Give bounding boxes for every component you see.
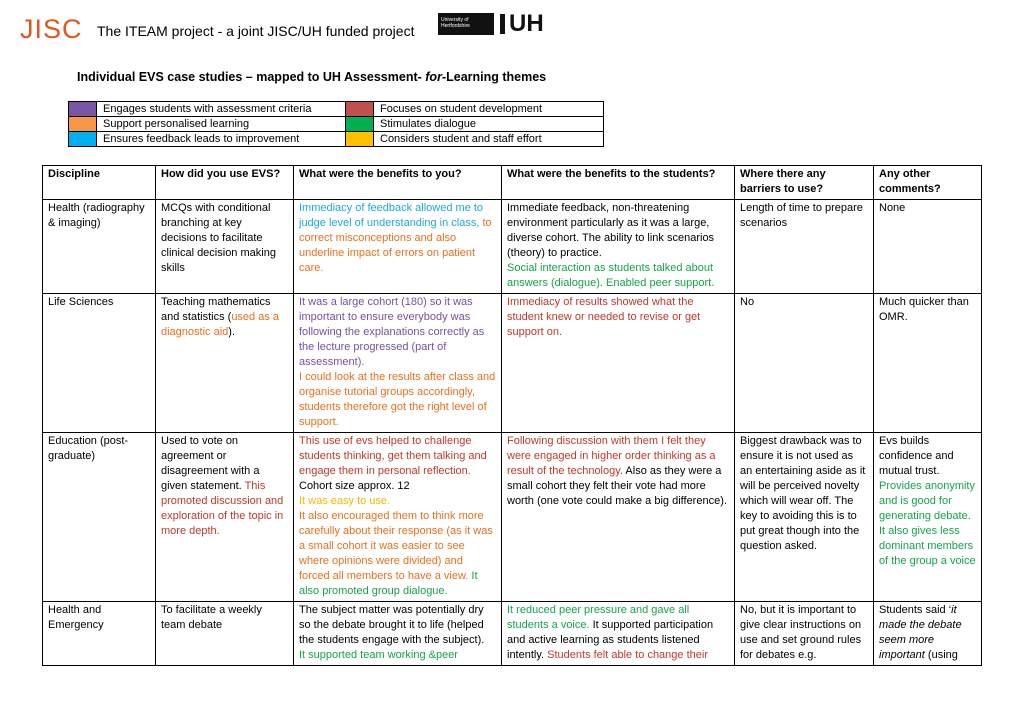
text-segment: It also encouraged them to think more carefully about their response (as it was a small cohort it was easier to see where opinions were divided) and forced all members to have a view.: [299, 510, 493, 582]
legend-label: Engages students with assessment criteria: [97, 102, 346, 117]
legend-label: Stimulates dialogue: [374, 117, 604, 132]
text-segment: Evs builds confidence and mutual trust.: [879, 435, 954, 477]
text-segment: Immediate feedback, non-threatening environment particularly as it was a large, diverse cohort. The ability to link scenarios (theory) to practice.: [507, 202, 715, 259]
text-segment: it made the debate seem more important: [879, 604, 962, 661]
text-segment: Also as they were a small cohort they felt their vote had more worth (one vote could make a big difference).: [507, 465, 727, 507]
cell-comments: None: [874, 200, 982, 294]
cell-discipline: Health (radiography & imaging): [43, 200, 156, 294]
text-segment: Teaching mathematics and statistics (: [161, 296, 271, 323]
text-segment: Cohort size approx. 12: [299, 480, 410, 492]
text-segment: Students said ‘: [879, 604, 952, 616]
text-segment: Immediacy of results showed what the student knew or needed to revise or get support on.: [507, 296, 701, 338]
text-segment: used as a diagnostic aid: [161, 311, 280, 338]
cell-how: MCQs with conditional branching at key decisions to facilitate clinical decision making skills: [156, 200, 294, 294]
theme-legend: [68, 101, 604, 147]
cell-benefits-you: [294, 200, 502, 294]
uh-logo-bar: [500, 14, 505, 34]
uh-logo-text-1: University of: [441, 17, 469, 23]
text-segment: It also promoted group dialogue.: [299, 570, 478, 597]
text-segment: ).: [228, 326, 236, 338]
legend-label: Ensures feedback leads to improvement: [97, 132, 346, 147]
column-header: How did you use EVS?: [156, 166, 294, 200]
text-segment: Students felt able to change their: [544, 649, 708, 661]
column-header: Where there any barriers to use?: [735, 166, 874, 200]
text-segment: This use of evs helped to challenge students thinking, get them talking and engage them in personal reflection.: [299, 435, 487, 477]
column-header: What were the benefits to you?: [294, 166, 502, 200]
text-segment: (using: [924, 649, 958, 661]
legend-label: Support personalised learning: [97, 117, 346, 132]
page-subtitle: [77, 70, 546, 84]
uh-logo: [438, 10, 544, 37]
table-row: [43, 602, 982, 666]
cell-discipline: Education (post-graduate): [43, 433, 156, 602]
table-row: [43, 433, 982, 602]
table-header-row: [43, 166, 982, 200]
text-segment: It was easy to use.: [299, 495, 391, 507]
header-title: The ITEAM project - a joint JISC/UH funded project: [97, 23, 415, 39]
legend-swatch-red: [346, 102, 374, 117]
text-segment: It supported participation and active learning as students listened intently.: [507, 619, 714, 661]
page-header: [0, 0, 1024, 60]
cell-barriers: Length of time to prepare scenarios: [735, 200, 874, 294]
cell-barriers: No: [735, 294, 874, 433]
text-segment: It reduced peer pressure and gave all students a voice.: [507, 604, 690, 631]
text-segment: It supported team working &peer: [299, 649, 458, 661]
cell-comments: [874, 433, 982, 602]
text-segment: Following discussion with them I felt they were engaged in higher order thinking as a result of the technology.: [507, 435, 716, 477]
subtitle-part-3: -Learning themes: [441, 70, 547, 84]
cell-benefits-students: [502, 602, 735, 666]
cell-comments: Much quicker than OMR.: [874, 294, 982, 433]
legend-swatch-orange: [69, 117, 97, 132]
legend-label: Considers student and staff effort: [374, 132, 604, 147]
cell-comments: [874, 602, 982, 666]
cell-benefits-students: [502, 433, 735, 602]
cell-benefits-students: [502, 294, 735, 433]
text-segment: to correct misconceptions and also underline impact of errors on patient care.: [299, 217, 492, 274]
column-header: What were the benefits to the students?: [502, 166, 735, 200]
cell-barriers: Biggest drawback was to ensure it is not used as an entertaining aside as it will be perceived novelty which will wear off. The key to avoiding this is to put great though into the question asked.: [735, 433, 874, 602]
text-segment: This promoted discussion and exploration of the topic in more depth.: [161, 480, 284, 537]
uh-logo-box: [438, 13, 494, 35]
uh-logo-text-2: Hertfordshire: [441, 23, 470, 29]
uh-logo-mark: [500, 10, 544, 37]
text-segment: Used to vote on agreement or disagreement with a given statement.: [161, 435, 260, 492]
cell-how: To facilitate a weekly team debate: [156, 602, 294, 666]
cell-benefits-you: [294, 294, 502, 433]
table-row: [43, 200, 982, 294]
uh-logo-letters: UH: [509, 10, 544, 37]
legend-swatch-green: [346, 117, 374, 132]
text-segment: Provides anonymity and is good for generating debate. It also gives less dominant members of the group a voice: [879, 480, 976, 567]
text-segment: The subject matter was potentially dry so the debate brought it to life (helped the students engage with the subject).: [299, 604, 485, 646]
text-segment: I could look at the results after class and organise tutorial groups accordingly, students therefore got the right level of support.: [299, 371, 496, 428]
column-header: Discipline: [43, 166, 156, 200]
cell-benefits-you: [294, 433, 502, 602]
cell-discipline: Life Sciences: [43, 294, 156, 433]
cell-benefits-you: [294, 602, 502, 666]
table-row: [43, 294, 982, 433]
text-segment: Social interaction as students talked about answers (dialogue). Enabled peer support.: [507, 262, 715, 289]
subtitle-part-2: for: [425, 70, 442, 84]
text-segment: Immediacy of feedback allowed me to judge level of understanding in class,: [299, 202, 484, 229]
cell-benefits-students: [502, 200, 735, 294]
legend-swatch-blue: [69, 132, 97, 147]
jisc-logo: JISC: [20, 14, 83, 44]
case-studies-table: [42, 165, 982, 666]
column-header: Any other comments?: [874, 166, 982, 200]
subtitle-part-1: Individual EVS case studies – mapped to UH Assessment-: [77, 70, 426, 84]
legend-label: Focuses on student development: [374, 102, 604, 117]
cell-how: [156, 294, 294, 433]
legend-swatch-yellow: [346, 132, 374, 147]
text-segment: It was a large cohort (180) so it was important to ensure everybody was following the explanations correctly as the lecture progressed (part of assessment).: [299, 296, 485, 368]
cell-barriers: No, but it is important to give clear instructions on use and set ground rules for debates e.g.: [735, 602, 874, 666]
cell-how: [156, 433, 294, 602]
cell-discipline: Health and Emergency: [43, 602, 156, 666]
legend-swatch-purple: [69, 102, 97, 117]
